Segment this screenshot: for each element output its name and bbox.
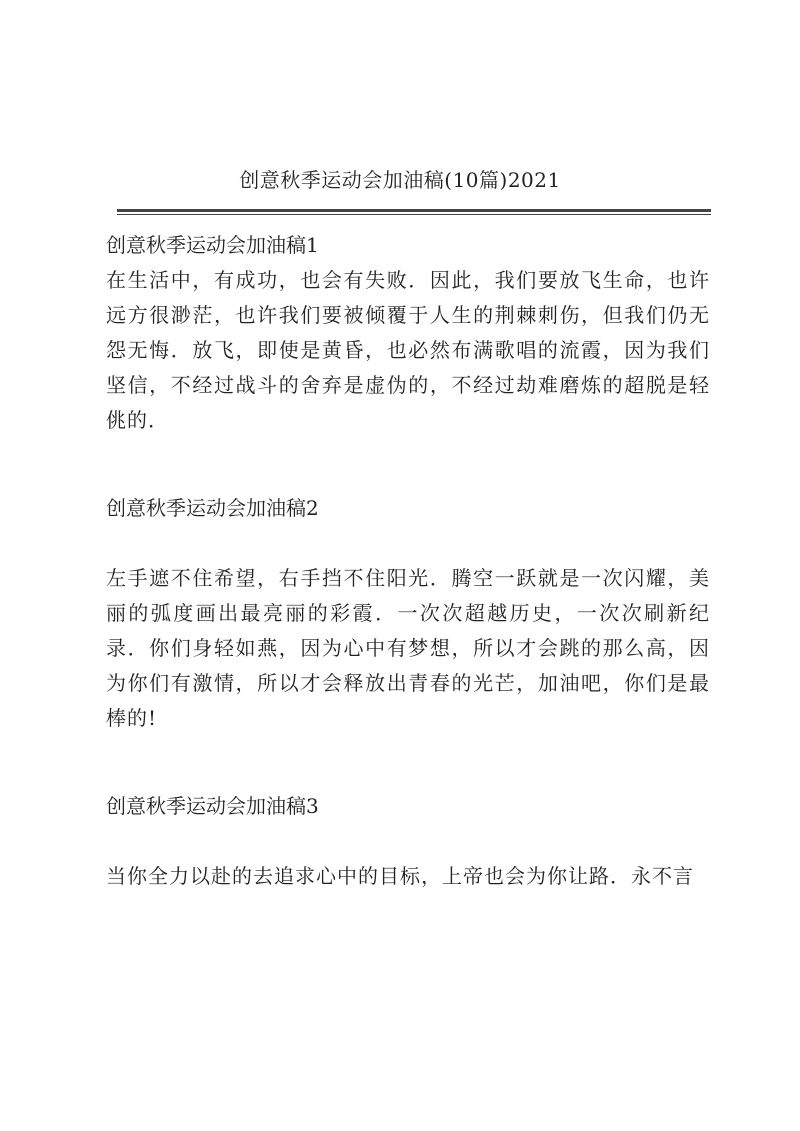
section-heading-2: 创意秋季运动会加油稿2 [106, 496, 319, 520]
section-heading-3: 创意秋季运动会加油稿3 [106, 794, 319, 818]
spacer [106, 526, 710, 561]
title-divider [117, 209, 711, 212]
section-text-2: 左手遮不住希望，右手挡不住阳光．腾空一跃就是一次闪耀，美丽的弧度画出最亮丽的彩霞．一次次超越历史，一次次刷新纪录．你们身轻如燕，因为心中有梦想，所以才会跳的那么高，因为你们有激情，所以才会释放出青春的光芒，加油吧，你们是最棒的! [106, 566, 710, 730]
section-text-1: 在生活中，有成功，也会有失败．因此，我们要放飞生命，也许远方很渺茫，也许我们要被倾覆于人生的荆棘刺伤，但我们仍无怨无悔．放飞，即使是黄昏，也必然布满歌唱的流霞，因为我们坚信，不经过战斗的舍弃是虚伪的，不经过劫难磨炼的超脱是轻佻的． [106, 268, 710, 432]
spacer [106, 438, 710, 473]
spacer [106, 473, 710, 491]
spacer [106, 736, 710, 771]
section-heading-1: 创意秋季运动会加油稿1 [106, 233, 319, 257]
document-body [106, 228, 710, 894]
page-title: 创意秋季运动会加油稿(10篇)2021 [239, 168, 561, 192]
spacer [106, 771, 710, 789]
section-text-3: 当你全力以赴的去追求心中的目标，上帝也会为你让路．永不言 [106, 864, 694, 888]
spacer [106, 824, 710, 859]
